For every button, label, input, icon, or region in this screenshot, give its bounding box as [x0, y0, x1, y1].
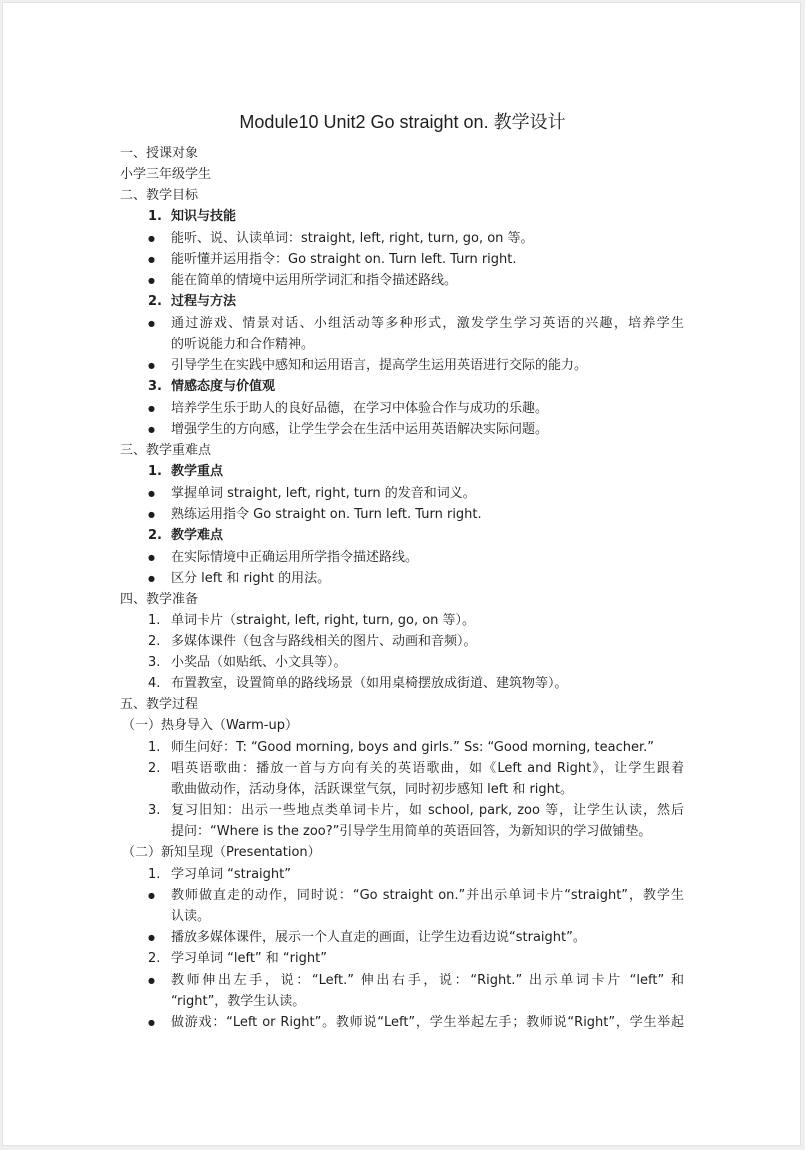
paragraph-text: 小学三年级学生 — [120, 167, 212, 182]
bullet-text: 区分 left 和 right 的用法。 — [171, 571, 331, 586]
subheading-text: 过程与方法 — [171, 294, 237, 309]
continuation-text: 提问：“Where is the zoo?”引导学生用简单的英语回答，为新知识的学习做铺垫。 — [171, 824, 652, 839]
continuation-text: “right”，教学生认读。 — [171, 994, 306, 1009]
bullet-icon: ● — [148, 891, 155, 900]
subheading-text: 教学重点 — [171, 464, 224, 479]
list-number: 2. — [148, 951, 161, 966]
continuation-text: 的听说能力和合作精神。 — [171, 337, 315, 352]
list-item-text: 多媒体课件（包含与路线相关的图片、动画和音频）。 — [171, 634, 477, 649]
list-number: 1. — [148, 209, 162, 224]
bullet-text: 通过游戏、情景对话、小组活动等多种形式，激发学生学习英语的兴趣，培养学生 — [171, 316, 684, 331]
list-item-text: 学习单词 “straight” — [171, 867, 291, 882]
bullet-icon: ● — [148, 425, 155, 434]
list-number: 2. — [148, 294, 162, 309]
list-item-text: 小奖品（如贴纸、小文具等）。 — [171, 655, 347, 670]
list-item-text: 单词卡片（straight, left, right, turn, go, on 等）。 — [171, 613, 476, 628]
subsection-heading: （二）新知呈现（Presentation） — [122, 845, 321, 860]
bullet-icon: ● — [148, 510, 155, 519]
list-number: 3. — [148, 803, 161, 818]
list-number: 1. — [148, 613, 161, 628]
bullet-icon: ● — [148, 404, 155, 413]
bullet-icon: ● — [148, 933, 155, 942]
list-item-text: 师生问好：T: “Good morning, boys and girls.” Ss: “Good morning, teacher.” — [171, 740, 654, 755]
list-number: 2. — [148, 528, 162, 543]
bullet-text: 能听、说、认读单词：straight, left, right, turn, go, on 等。 — [171, 231, 534, 246]
section-heading: 四、教学准备 — [120, 592, 199, 607]
bullet-text: 做游戏：“Left or Right”。教师说“Left”，学生举起左手；教师说“Right”，学生举起 — [171, 1015, 684, 1030]
list-item-text: 复习旧知：出示一些地点类单词卡片，如 school, park, zoo 等，让学生认读，然后 — [171, 803, 684, 818]
section-heading: 三、教学重难点 — [120, 443, 212, 458]
bullet-text: 在实际情境中正确运用所学指令描述路线。 — [171, 550, 419, 565]
subheading-text: 知识与技能 — [171, 209, 237, 224]
list-number: 1. — [148, 867, 161, 882]
subsection-heading: （一）热身导入（Warm-up） — [122, 718, 298, 733]
bullet-icon: ● — [148, 574, 155, 583]
bullet-icon: ● — [148, 489, 155, 498]
bullet-text: 培养学生乐于助人的良好品德，在学习中体验合作与成功的乐趣。 — [171, 401, 549, 416]
bullet-text: 能在简单的情境中运用所学词汇和指令描述路线。 — [171, 273, 458, 288]
list-number: 2. — [148, 761, 161, 776]
bullet-icon: ● — [148, 234, 155, 243]
subheading-text: 情感态度与价值观 — [171, 379, 276, 394]
continuation-text: 认读。 — [171, 909, 211, 924]
list-number: 3. — [148, 655, 161, 670]
section-heading: 一、授课对象 — [120, 146, 199, 161]
document-title: Module10 Unit2 Go straight on. 教学设计 — [239, 112, 566, 132]
list-number: 1. — [148, 740, 161, 755]
list-item-text: 唱英语歌曲：播放一首与方向有关的英语歌曲，如《Left and Right》，让学生跟着 — [171, 761, 684, 776]
subheading-text: 教学难点 — [171, 528, 224, 543]
bullet-icon: ● — [148, 319, 155, 328]
list-item-text: 布置教室，设置简单的路线场景（如用桌椅摆放成街道、建筑物等）。 — [171, 676, 568, 691]
section-heading: 五、教学过程 — [120, 697, 199, 712]
bullet-icon: ● — [148, 361, 155, 370]
bullet-text: 熟练运用指令 Go straight on. Turn left. Turn right. — [171, 507, 482, 522]
list-number: 1. — [148, 464, 162, 479]
list-number: 4. — [148, 676, 161, 691]
list-item-text: 学习单词 “left” 和 “right” — [171, 951, 327, 966]
bullet-text: 教师伸出左手，说：“Left.” 伸出右手，说：“Right.” 出示单词卡片 “left” 和 — [171, 973, 684, 988]
bullet-text: 播放多媒体课件，展示一个人直走的画面，让学生边看边说“straight”。 — [171, 930, 586, 945]
list-number: 2. — [148, 634, 161, 649]
section-heading: 二、教学目标 — [120, 188, 199, 203]
bullet-icon: ● — [148, 553, 155, 562]
bullet-icon: ● — [148, 276, 155, 285]
bullet-icon: ● — [148, 255, 155, 264]
bullet-icon: ● — [148, 1018, 155, 1027]
bullet-text: 能听懂并运用指令：Go straight on. Turn left. Turn right. — [171, 252, 517, 267]
bullet-icon: ● — [148, 976, 155, 985]
bullet-text: 引导学生在实践中感知和运用语言，提高学生运用英语进行交际的能力。 — [171, 358, 588, 373]
continuation-text: 歌曲做动作，活动身体，活跃课堂气氛，同时初步感知 left 和 right。 — [171, 782, 573, 797]
bullet-text: 增强学生的方向感，让学生学会在生活中运用英语解决实际问题。 — [171, 422, 549, 437]
bullet-text: 教师做直走的动作，同时说：“Go straight on.”并出示单词卡片“straight”，教学生 — [171, 888, 684, 903]
list-number: 3. — [148, 379, 162, 394]
bullet-text: 掌握单词 straight, left, right, turn 的发音和词义。 — [171, 486, 476, 501]
